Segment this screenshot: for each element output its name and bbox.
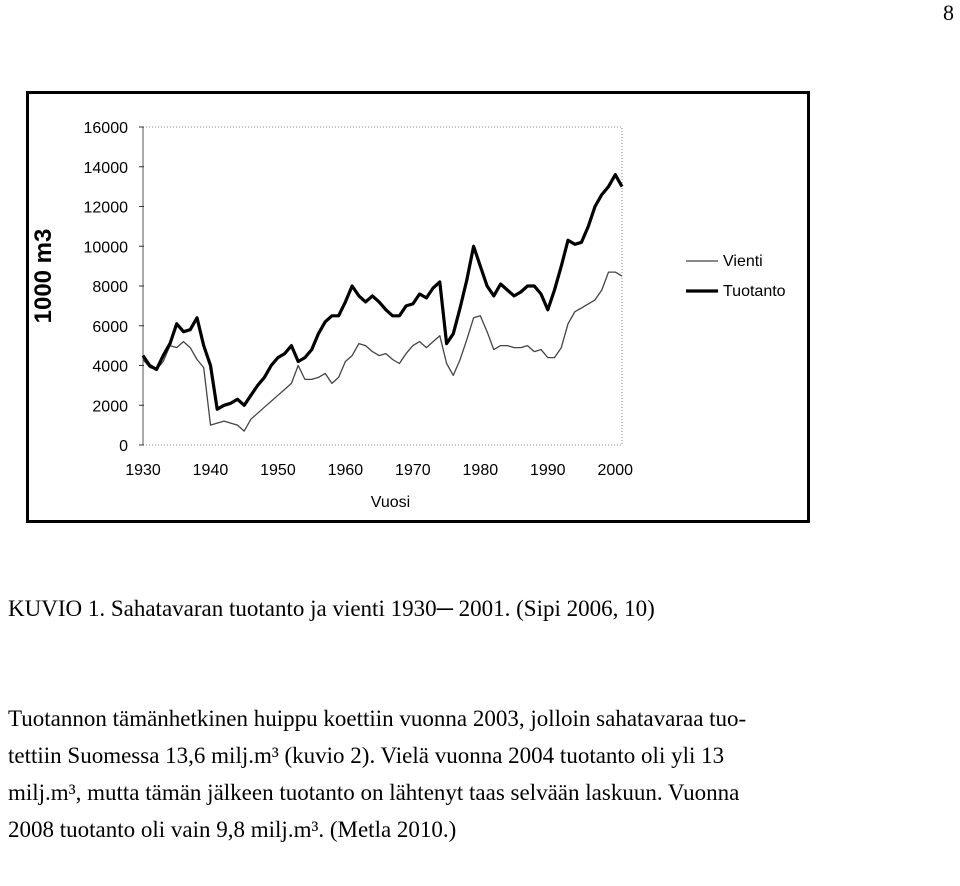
- x-tick-label: 1930: [125, 462, 161, 479]
- paragraph-line: Tuotannon tämänhetkinen huippu koettiin vuonna 2003, jolloin sahatavaraa tuo-: [8, 706, 747, 731]
- y-tick-label: 10000: [83, 239, 128, 257]
- y-tick-label: 0: [119, 438, 128, 455]
- y-tick-label: 2000: [92, 398, 128, 416]
- series-line-tuotanto: [143, 175, 622, 410]
- x-tick-label: 1980: [462, 462, 499, 479]
- x-axis-label: Vuosi: [370, 494, 411, 511]
- y-tick-label: 6000: [92, 318, 128, 336]
- figure-frame: [26, 91, 810, 523]
- line-chart: [29, 94, 807, 520]
- y-tick-label: 12000: [83, 199, 128, 217]
- y-tick-label: 8000: [92, 279, 128, 296]
- paragraph-line: 2008 tuotanto oli vain 9,8 milj.m³. (Metla 2010.): [8, 817, 457, 842]
- legend-label: Tuotanto: [723, 283, 786, 300]
- paragraph-line: tettiin Suomessa 13,6 milj.m³ (kuvio 2). Vielä vuonna 2004 tuotanto oli yli 13: [8, 743, 725, 768]
- x-tick-label: 1990: [529, 462, 566, 479]
- y-axis-label: 1000 m3: [30, 228, 57, 324]
- x-tick-label: 2000: [597, 462, 634, 479]
- paragraph-line: milj.m³, mutta tämän jälkeen tuotanto on lähtenyt taas selvään laskuun. Vuonna: [8, 780, 740, 805]
- body-paragraph: [8, 700, 948, 848]
- x-tick-label: 1950: [260, 462, 296, 479]
- x-tick-label: 1970: [395, 462, 431, 479]
- legend-label: Vienti: [723, 253, 763, 270]
- y-tick-label: 14000: [83, 159, 128, 177]
- page-number: 8: [943, 0, 954, 25]
- x-tick-label: 1940: [192, 462, 229, 479]
- series-line-vienti: [143, 272, 622, 431]
- x-tick-label: 1960: [327, 462, 364, 479]
- figure-caption: KUVIO 1. Sahatavaran tuotanto ja vienti 1930─ 2001. (Sipi 2006, 10): [8, 596, 655, 621]
- y-tick-label: 4000: [92, 358, 128, 376]
- y-tick-label: 16000: [83, 120, 128, 137]
